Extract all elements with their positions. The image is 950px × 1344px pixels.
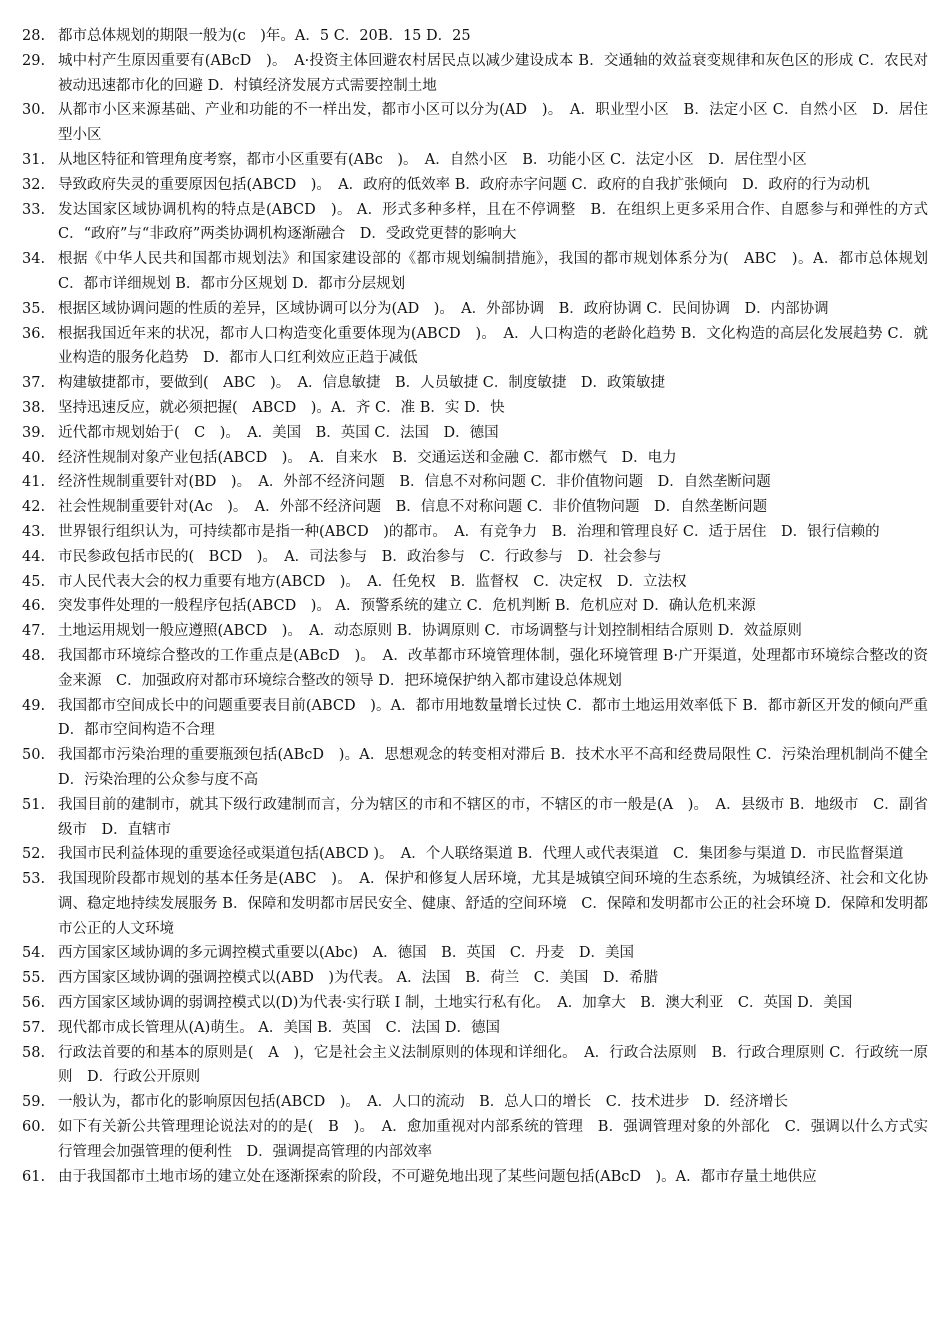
question-number: 39. xyxy=(22,424,46,441)
question-number: 46. xyxy=(22,598,46,615)
question-text: 一般认为，都市化的影响原因包括(ABCD )。 A．人口的流动 B．总人口的增长 C．技术进步 D．经济增长 xyxy=(58,1094,789,1111)
question-text: 都市总体规划的期限一般为(c )年。A．5 C．20B．15 D．25 xyxy=(58,28,471,44)
question-item xyxy=(22,371,928,396)
question-text: 构建敏捷都市，要做到( ABC )。 A．信息敏捷 B．人员敏捷 C．制度敏捷 D．政策敏捷 xyxy=(58,375,666,392)
question-text: 我国都市空间成长中的问题重要表目前(ABCD )。A．都市用地数量增长过快 C．都市土地运用效率低下 B．都市新区开发的倾向严重 D．都市空间构造不合理 xyxy=(58,697,928,739)
question-item xyxy=(22,594,928,619)
question-item xyxy=(22,570,928,595)
question-item xyxy=(22,1041,928,1091)
question-text: 如下有关新公共管理理论说法对的的是( B )。 A．愈加重视对内部系统的管理 B．强调管理对象的外部化 C．强调以什么方式实行管理会加强管理的便利性 D．强调提高管理的内部效率 xyxy=(58,1119,928,1160)
question-item xyxy=(22,545,928,570)
question-list xyxy=(22,24,943,1189)
question-text: 突发事件处理的一般程序包括(ABCD )。 A．预警系统的建立 C．危机判断 B．危机应对 D．确认危机来源 xyxy=(58,598,756,615)
question-text: 市人民代表大会的权力重要有地方(ABCD )。 A．任免权 B．监督权 C．决定权 D．立法权 xyxy=(58,573,687,590)
question-number: 59. xyxy=(22,1094,46,1111)
question-item xyxy=(22,297,928,322)
question-text: 西方国家区域协调的多元调控模式重要以(Abc) A．德国 B．英国 C．丹麦 D．美国 xyxy=(58,945,635,962)
question-text: 从地区特征和管理角度考察，都市小区重要有(ABc )。 A．自然小区 B．功能小区 C．法定小区 D．居住型小区 xyxy=(58,151,807,168)
question-text: 市民参政包括市民的( BCD )。 A．司法参与 B．政治参与 C．行政参与 D．社会参与 xyxy=(58,548,662,565)
question-item xyxy=(22,793,928,843)
question-item xyxy=(22,470,928,495)
question-text: 我国现阶段都市规划的基本任务是(ABC )。 A．保护和修复人居环境，尤其是城镇空间环境的生态系统，为城镇经济、社会和文化协调、稳定地持续发展服务 B．保障和发明都市居民安全、健康、舒适的空间环境 C．保障和发明都市公正的社会环境 D．保障和发明都市公正的人文环境 xyxy=(58,871,928,937)
question-number: 29. xyxy=(22,52,46,69)
question-number: 53. xyxy=(22,871,46,888)
question-text: 我国市民利益体现的重要途径或渠道包括(ABCD )。 A．个人联络渠道 B．代理人或代表渠道 C．集团参与渠道 D．市民监督渠道 xyxy=(58,846,904,863)
question-number: 36. xyxy=(22,325,46,342)
question-item xyxy=(22,49,928,99)
question-text: 从都市小区来源基础、产业和功能的不一样出发，都市小区可以分为(AD )。 A．职业型小区 B．法定小区 C．自然小区 D．居住型小区 xyxy=(58,102,928,144)
question-number: 38. xyxy=(22,399,46,416)
question-item xyxy=(22,991,928,1016)
question-number: 48. xyxy=(22,647,46,664)
question-item xyxy=(22,98,928,148)
question-text: 由于我国都市土地市场的建立处在逐渐探索的阶段，不可避免地出现了某些问题包括(ABcD )。A．都市存量土地供应 xyxy=(58,1168,817,1185)
question-item xyxy=(22,421,928,446)
question-item xyxy=(22,396,928,421)
question-number: 52. xyxy=(22,846,46,863)
question-text: 土地运用规划一般应遵照(ABCD )。 A．动态原则 B．协调原则 C．市场调整与计划控制相结合原则 D．效益原则 xyxy=(58,623,802,640)
question-item xyxy=(22,1016,928,1041)
question-number: 45. xyxy=(22,573,46,590)
question-item xyxy=(22,619,928,644)
question-number: 51. xyxy=(22,796,46,813)
question-text: 坚持迅速反应，就必须把握( ABCD )。A．齐 C．准 B．实 D．快 xyxy=(58,399,505,416)
question-item xyxy=(22,1115,928,1165)
question-item xyxy=(22,941,928,966)
question-item xyxy=(22,24,928,49)
question-number: 55. xyxy=(22,970,46,987)
question-number: 41. xyxy=(22,474,46,491)
question-number: 35. xyxy=(22,300,46,317)
question-text: 我国都市环境综合整改的工作重点是(ABcD )。 A．改革都市环境管理体制，强化环境管理 B·广开渠道，处理都市环境综合整改的资金来源 C．加强政府对都市环境综合整改的领导 D．把环境保护纳入都市建设总体规划 xyxy=(58,647,928,689)
question-number: 44. xyxy=(22,548,46,565)
question-text: 经济性规制重要针对(BD )。 A．外部不经济问题 B．信息不对称问题 C．非价值物问题 D．自然垄断问题 xyxy=(58,474,771,491)
question-number: 37. xyxy=(22,375,46,392)
question-number: 42. xyxy=(22,499,46,516)
question-number: 56. xyxy=(22,995,46,1012)
question-item xyxy=(22,446,928,471)
question-number: 28. xyxy=(22,28,46,44)
question-item xyxy=(22,743,943,793)
question-number: 31. xyxy=(22,151,46,168)
question-item xyxy=(22,322,928,372)
question-text: 我国目前的建制市，就其下级行政建制而言，分为辖区的市和不辖区的市，不辖区的市一般是(A )。 A．县级市 B．地级市 C．副省级市 D．直辖市 xyxy=(58,796,928,838)
question-text: 社会性规制重要针对(Ac )。 A．外部不经济问题 B．信息不对称问题 C．非价值物问题 D．自然垄断问题 xyxy=(58,499,768,516)
question-item xyxy=(22,694,928,744)
question-item xyxy=(22,198,943,248)
question-text: 根据区域协调问题的性质的差异，区域协调可以分为(AD )。 A．外部协调 B．政府协调 C．民间协调 D．内部协调 xyxy=(58,300,829,317)
question-number: 34. xyxy=(22,251,46,268)
question-number: 30. xyxy=(22,102,46,119)
question-number: 49. xyxy=(22,697,46,714)
question-text: 西方国家区域协调的强调控模式以(ABD )为代表。 A．法国 B．荷兰 C．美国 D．希腊 xyxy=(58,970,659,987)
question-number: 47. xyxy=(22,623,46,640)
question-number: 32. xyxy=(22,176,46,193)
question-number: 60. xyxy=(22,1119,46,1136)
question-item xyxy=(22,173,928,198)
question-text: 城中村产生原因重要有(ABcD )。 A·投资主体回避农村居民点以减少建设成本 B．交通轴的效益衰变规律和灰色区的形成 C．农民对被动迅速都市化的回避 D．村镇经济发展方式需要控制土地 xyxy=(58,52,928,94)
question-item xyxy=(22,867,928,941)
question-item xyxy=(22,495,928,520)
question-text: 行政法首要的和基本的原则是( A )，它是社会主义法制原则的体现和详细化。 A．行政合法原则 B．行政合理原则 C．行政统一原则 D．行政公开原则 xyxy=(58,1044,928,1086)
question-number: 40. xyxy=(22,449,46,466)
question-text: 世界银行组织认为，可持续都市是指一种(ABCD )的都市。 A．有竞争力 B．治理和管理良好 C．适于居住 D．银行信赖的 xyxy=(58,523,880,540)
question-item xyxy=(22,966,928,991)
question-item xyxy=(22,520,928,545)
question-text: 发达国家区域协调机构的特点是(ABCD )。 A．形式多种多样，且在不停调整 B．在组织上更多采用合作、自愿参与和弹性的方式 C．“政府”与“非政府”两类协调机构逐渐融合 D．受政党更替的影响大 xyxy=(58,201,943,243)
question-item xyxy=(22,1090,928,1115)
question-number: 58. xyxy=(22,1044,46,1061)
question-text: 近代都市规划始于( C )。 A．美国 B．英国 C．法国 D．德国 xyxy=(58,424,499,441)
question-item xyxy=(22,1165,928,1190)
question-item xyxy=(22,644,928,694)
question-item xyxy=(22,148,928,173)
question-text: 现代都市成长管理从(A)萌生。 A．美国 B．英国 C．法国 D．德国 xyxy=(58,1019,500,1036)
question-item xyxy=(22,247,928,297)
question-text: 西方国家区域协调的弱调控模式以(D)为代表·实行联 I 制，土地实行私有化。 A．加拿大 B．澳大利亚 C．英国 D．美国 xyxy=(58,995,853,1012)
question-text: 根据《中华人民共和国都市规划法》和国家建设部的《都市规划编制措施》，我国的都市规划体系分为( ABC )。A．都市总体规划 C．都市详细规划 B．都市分区规划 D．都市分层规划 xyxy=(58,251,928,292)
question-text: 根据我国近年来的状况，都市人口构造变化重要体现为(ABCD )。 A．人口构造的老龄化趋势 B．文化构造的高层化发展趋势 C．就业构造的服务化趋势 D．都市人口红利效应正趋于减低 xyxy=(58,325,928,367)
question-number: 50. xyxy=(22,747,46,764)
question-number: 33. xyxy=(22,201,46,218)
question-text: 导致政府失灵的重要原因包括(ABCD )。 A．政府的低效率 B．政府赤字问题 C．政府的自我扩张倾向 D．政府的行为动机 xyxy=(58,176,870,193)
question-number: 61. xyxy=(22,1168,46,1185)
question-number: 43. xyxy=(22,523,46,540)
question-text: 经济性规制对象产业包括(ABCD )。 A．自来水 B．交通运送和金融 C．都市燃气 D．电力 xyxy=(58,449,677,466)
question-number: 54. xyxy=(22,945,46,962)
question-text: 我国都市污染治理的重要瓶颈包括(ABcD )。A．思想观念的转变相对滞后 B．技术水平不高和经费局限性 C．污染治理机制尚不健全 D．污染治理的公众参与度不高 xyxy=(58,747,943,788)
question-item xyxy=(22,842,928,867)
question-number: 57. xyxy=(22,1019,46,1036)
